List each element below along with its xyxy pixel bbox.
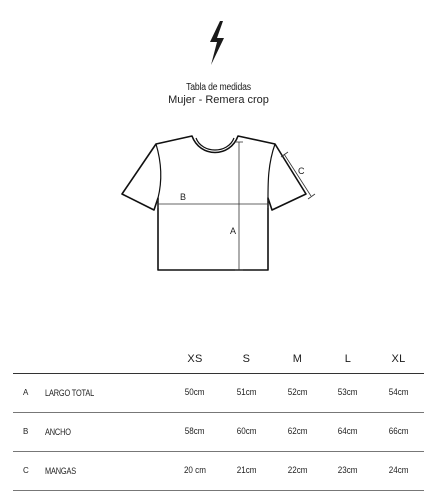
table-cell: 20 cm (184, 465, 206, 476)
table-cell: 52cm (287, 387, 308, 398)
row-code: C (23, 466, 29, 475)
table-row (13, 451, 424, 490)
row-name: MANGAS (45, 465, 77, 476)
table-row (13, 373, 424, 412)
size-header-xs: XS (187, 352, 203, 365)
row-code: B (23, 427, 29, 436)
row-name: LARGO TOTAL (45, 387, 95, 398)
t-shirt-diagram (110, 134, 325, 284)
size-table-header (13, 345, 424, 373)
size-table (13, 345, 424, 491)
measure-label-b: B (180, 192, 187, 202)
table-cell: 53cm (338, 387, 358, 398)
table-cell: 60cm (236, 426, 257, 437)
row-code: A (23, 388, 29, 397)
table-cell: 54cm (388, 387, 409, 398)
table-cell: 58cm (185, 426, 205, 437)
table-cell: 66cm (388, 426, 409, 437)
page-title: Tabla de medidas (186, 82, 251, 93)
table-cell: 21cm (236, 465, 257, 476)
page-subtitle: Mujer - Remera crop (168, 94, 269, 106)
size-header-xl: XL (391, 352, 406, 365)
sleeve-seam-right (268, 144, 275, 198)
table-cell: 62cm (287, 426, 308, 437)
lightning-bolt-icon (205, 20, 229, 66)
table-cell: 23cm (338, 465, 358, 476)
table-cell: 24cm (388, 465, 409, 476)
size-header-l: L (344, 352, 352, 365)
table-cell: 50cm (185, 387, 205, 398)
size-table-container (0, 345, 437, 491)
size-header-m: M (292, 352, 303, 365)
shirt-outline (122, 136, 306, 270)
row-name: ANCHO (45, 426, 71, 437)
table-row (13, 412, 424, 451)
measure-label-a: A (230, 226, 237, 236)
table-cell: 51cm (236, 387, 257, 398)
table-cell: 64cm (338, 426, 358, 437)
table-cell: 22cm (287, 465, 308, 476)
size-header-s: S (242, 352, 251, 365)
sleeve-seam-left (156, 144, 161, 198)
measure-label-c: C (298, 166, 305, 176)
